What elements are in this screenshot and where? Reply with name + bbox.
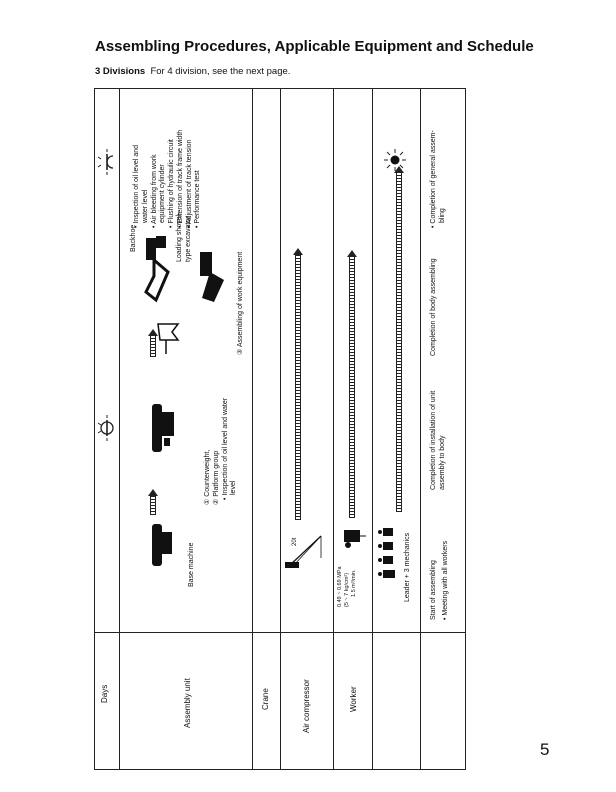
shovel-label-line: Loading shovel- — [176, 212, 183, 262]
work-equipment-icon — [154, 318, 182, 356]
table-divider — [280, 88, 281, 770]
milestone-text: • Completion of general assem- — [430, 130, 437, 228]
backhoe-label: Backhoe — [130, 224, 137, 252]
spec-line: 0.49 ~ 0.69 MPa — [337, 566, 343, 607]
spec-line: {5 ~ 7 kg/cm²} — [343, 572, 350, 607]
milestone-text: Start of assembling — [430, 560, 437, 620]
table-divider — [252, 88, 253, 770]
days-label: Days — [100, 684, 109, 703]
air-compressor-label: Air compressor — [302, 679, 311, 733]
step-text: ② Platform group — [212, 450, 220, 505]
shovel-label-line: type excavator — [184, 216, 192, 262]
page-number: 5 — [540, 740, 550, 759]
worker-label: Worker — [349, 686, 358, 712]
checklist-item: • Flushing of hydraulic circuit — [168, 139, 175, 228]
backhoe-icon — [142, 232, 176, 304]
milestone-day2 — [430, 391, 448, 490]
worker-duration-bar — [396, 172, 402, 512]
milestone-text: bling — [438, 208, 446, 223]
air-compressor-icon — [340, 524, 368, 550]
step-text: • Inspection of oil level and water — [221, 397, 229, 500]
milestone-text: assembly to body — [438, 435, 446, 490]
milestone-body: Completion of body assembling — [430, 258, 437, 356]
compressor-spec — [337, 566, 358, 607]
base-machine-label: Base machine — [188, 542, 195, 587]
milestone-general — [430, 130, 448, 228]
checklist-item: • Air bleeding from work — [150, 154, 158, 228]
subtitle-bold: 3 Divisions — [95, 66, 146, 77]
workers-icon — [374, 526, 404, 580]
assembly-unit-label: Assembly unit — [183, 678, 192, 728]
checklist-item: • Performance test — [194, 170, 202, 228]
crane-duration-bar — [295, 254, 301, 520]
subtitle-text: For 4 division, see the next page. — [150, 66, 291, 77]
compressor-duration-bar — [349, 256, 355, 518]
step-text: ① Counterweight, — [204, 449, 211, 505]
base-machine-icon — [150, 520, 174, 570]
final-checklist — [133, 130, 203, 228]
step3-label: ③ Assembling of work equipment — [237, 251, 244, 355]
machine-icon — [150, 398, 178, 458]
loading-shovel-icon — [196, 248, 230, 306]
checklist-item: • Inspection of oil level and — [133, 144, 140, 228]
checklist-item: • Extension of track frame width — [176, 129, 184, 228]
milestone-text: • Meeting with all workers — [441, 540, 449, 620]
table-divider — [333, 88, 334, 770]
checklist-item: equipment cylinder — [159, 164, 167, 223]
milestone-text: Completion of installation of unit — [430, 390, 437, 490]
checklist-item: • Adjustment of track tension — [185, 139, 193, 228]
day2-steps — [204, 398, 239, 505]
page-subtitle — [95, 66, 290, 77]
workers-label: Leader + 3 mechanics — [404, 532, 411, 602]
sun-horizon-icon — [94, 412, 120, 444]
crane-icon — [283, 530, 329, 572]
milestone-start — [430, 541, 451, 620]
transfer-arrow — [150, 495, 156, 515]
sun-horizon-icon — [94, 146, 120, 178]
checklist-item: water level — [141, 189, 149, 223]
table-divider — [372, 88, 373, 770]
step-text: level — [230, 480, 238, 495]
crane-capacity: 20t — [292, 537, 298, 546]
page-title: Assembling Procedures, Applicable Equipment and Schedule — [95, 38, 534, 55]
table-divider — [420, 88, 421, 770]
spec-line: 1.5 m³/min. — [350, 569, 357, 597]
crane-label: Crane — [261, 688, 270, 710]
